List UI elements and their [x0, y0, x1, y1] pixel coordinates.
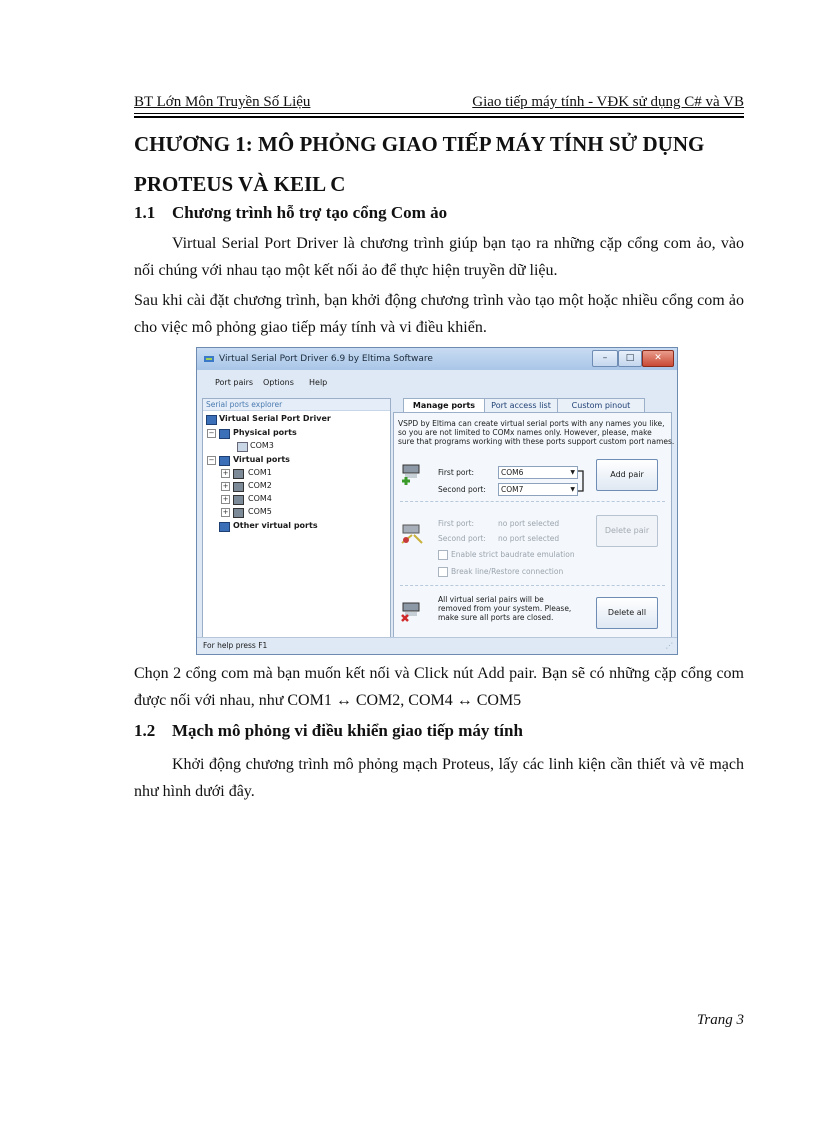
delete-second-port-label: Second port:	[438, 534, 486, 543]
collapse-icon[interactable]: −	[208, 429, 215, 437]
add-pair-button[interactable]: Add pair	[596, 459, 658, 491]
menu-options[interactable]: Options	[263, 378, 294, 387]
header-rule-thick	[134, 116, 744, 118]
expand-icon[interactable]: +	[222, 495, 229, 503]
description-line: VSPD by Eltima can create virtual serial ports with any names you like,	[398, 419, 665, 428]
strict-baudrate-checkbox[interactable]	[438, 550, 448, 560]
port-folder-icon	[219, 522, 230, 532]
section-divider	[400, 501, 665, 502]
minimize-button[interactable]: –	[592, 350, 618, 367]
delete-pair-button[interactable]: Delete pair	[596, 515, 658, 547]
menu-bar	[197, 371, 677, 397]
tree-item-com1[interactable]: COM1	[248, 468, 272, 477]
header-topic: Giao tiếp máy tính - VĐK sử dụng C# và VB	[472, 94, 744, 110]
expand-icon[interactable]: +	[222, 469, 229, 477]
tree-virtual-ports[interactable]: Virtual ports	[233, 455, 290, 464]
status-bar	[197, 637, 677, 654]
app-icon	[203, 353, 215, 365]
delete-first-port-value: no port selected	[498, 519, 560, 528]
expand-icon[interactable]: +	[222, 482, 229, 490]
port-folder-icon	[219, 456, 230, 466]
delete-pair-icon	[400, 521, 424, 545]
dropdown-arrow-icon: ▼	[570, 469, 575, 476]
window-titlebar	[197, 348, 677, 370]
tab-custom-pinout[interactable]: Custom pinout	[557, 398, 645, 413]
tab-manage-ports[interactable]: Manage ports	[403, 398, 485, 414]
first-port-select[interactable]	[498, 466, 578, 479]
status-text: For help press F1	[203, 641, 268, 650]
close-button[interactable]: ✕	[642, 350, 674, 367]
window-title: Virtual Serial Port Driver 6.9 by Eltima Software	[219, 354, 433, 364]
delete-all-text: removed from your system. Please,	[438, 604, 572, 613]
section-divider	[400, 585, 665, 586]
paragraph-install: Sau khi cài đặt chương trình, bạn khởi động chương trình vào tạo một hoặc nhiều cổng com ảo cho việc mô phỏng giao tiếp máy tính và vi điều khiển.	[134, 292, 744, 336]
menu-help[interactable]: Help	[309, 378, 328, 387]
expand-icon[interactable]: +	[222, 508, 229, 516]
resize-grip-icon[interactable]: ⋰	[665, 641, 673, 650]
port-folder-icon	[219, 429, 230, 439]
serial-port-icon	[237, 442, 248, 452]
delete-first-port-label: First port:	[438, 519, 475, 528]
page-number: Trang 3	[696, 1012, 744, 1028]
manage-ports-panel	[393, 412, 675, 638]
page-header	[134, 94, 744, 116]
description-line: sure that programs working with these ports support custom port names.	[398, 437, 675, 446]
tab-port-access-list[interactable]: Port access list	[484, 398, 558, 413]
computer-icon	[206, 415, 217, 425]
header-rule	[134, 113, 744, 114]
first-port-value: COM6	[501, 468, 524, 477]
section-title: Chương trình hỗ trợ tạo cổng Com ảo	[172, 203, 448, 222]
paragraph-add-pair: Chọn 2 cổng com mà bạn muốn kết nối và Click nút Add pair. Bạn sẽ có những cặp cổng com được nối với nhau, như COM1 ↔ COM2, COM4 ↔ COM5	[134, 665, 744, 709]
header-course: BT Lớn Môn Truyền Số Liệu	[134, 94, 311, 110]
delete-all-text: All virtual serial pairs will be	[438, 595, 544, 604]
section-heading-1-1	[134, 203, 447, 223]
serial-port-icon	[233, 508, 244, 518]
delete-all-text: make sure all ports are closed.	[438, 613, 554, 622]
chapter-title-line2: PROTEUS VÀ KEIL C	[134, 172, 346, 196]
menu-port-pairs[interactable]: Port pairs	[215, 378, 254, 387]
tree-item-com2[interactable]: COM2	[248, 481, 272, 490]
break-line-checkbox[interactable]	[438, 567, 448, 577]
section-number: 1.1	[134, 203, 156, 222]
serial-port-icon	[233, 482, 244, 492]
chapter-title	[134, 126, 746, 202]
description-line: so you are not limited to COMx names only. However, please, make	[398, 428, 652, 437]
collapse-icon[interactable]: −	[208, 456, 215, 464]
tree-root[interactable]: Virtual Serial Port Driver	[219, 414, 331, 423]
paragraph-proteus: Khởi động chương trình mô phỏng mạch Proteus, lấy các linh kiện cần thiết và vẽ mạch như hình dưới đây.	[134, 756, 744, 800]
chapter-title-line1: CHƯƠNG 1: MÔ PHỎNG GIAO TIẾP MÁY TÍNH SỬ DỤNG	[134, 132, 705, 156]
second-port-label: Second port:	[438, 485, 486, 494]
first-port-label: First port:	[438, 468, 475, 477]
dropdown-arrow-icon: ▼	[570, 486, 575, 493]
tree-item-com3[interactable]: COM3	[250, 441, 274, 450]
delete-second-port-value: no port selected	[498, 534, 560, 543]
vspd-window	[196, 347, 678, 655]
second-port-select[interactable]	[498, 483, 578, 496]
delete-all-icon	[400, 599, 424, 623]
section-number: 1.2	[134, 721, 156, 740]
second-port-value: COM7	[501, 485, 524, 494]
serial-ports-explorer	[202, 398, 391, 638]
delete-all-button[interactable]: Delete all	[596, 597, 658, 629]
tree-item-com5[interactable]: COM5	[248, 507, 272, 516]
explorer-title: Serial ports explorer	[203, 399, 390, 411]
paragraph-intro: Virtual Serial Port Driver là chương trình giúp bạn tạo ra những cặp cổng com ảo, vào nối chúng với nhau tạo một kết nối ảo để thực hiện truyền dữ liệu.	[134, 235, 744, 279]
section-heading-1-2	[134, 721, 523, 741]
strict-baudrate-label: Enable strict baudrate emulation	[451, 550, 575, 559]
maximize-button[interactable]: □	[618, 350, 642, 367]
section-title: Mạch mô phỏng vi điều khiển giao tiếp máy tính	[172, 721, 523, 740]
pair-bracket-icon	[577, 470, 585, 492]
serial-port-icon	[233, 469, 244, 479]
tree-physical-ports[interactable]: Physical ports	[233, 428, 297, 437]
break-line-label: Break line/Restore connection	[451, 567, 564, 576]
serial-port-icon	[233, 495, 244, 505]
tree-other-virtual-ports[interactable]: Other virtual ports	[233, 521, 318, 530]
add-pair-icon	[400, 461, 424, 485]
tree-item-com4[interactable]: COM4	[248, 494, 272, 503]
